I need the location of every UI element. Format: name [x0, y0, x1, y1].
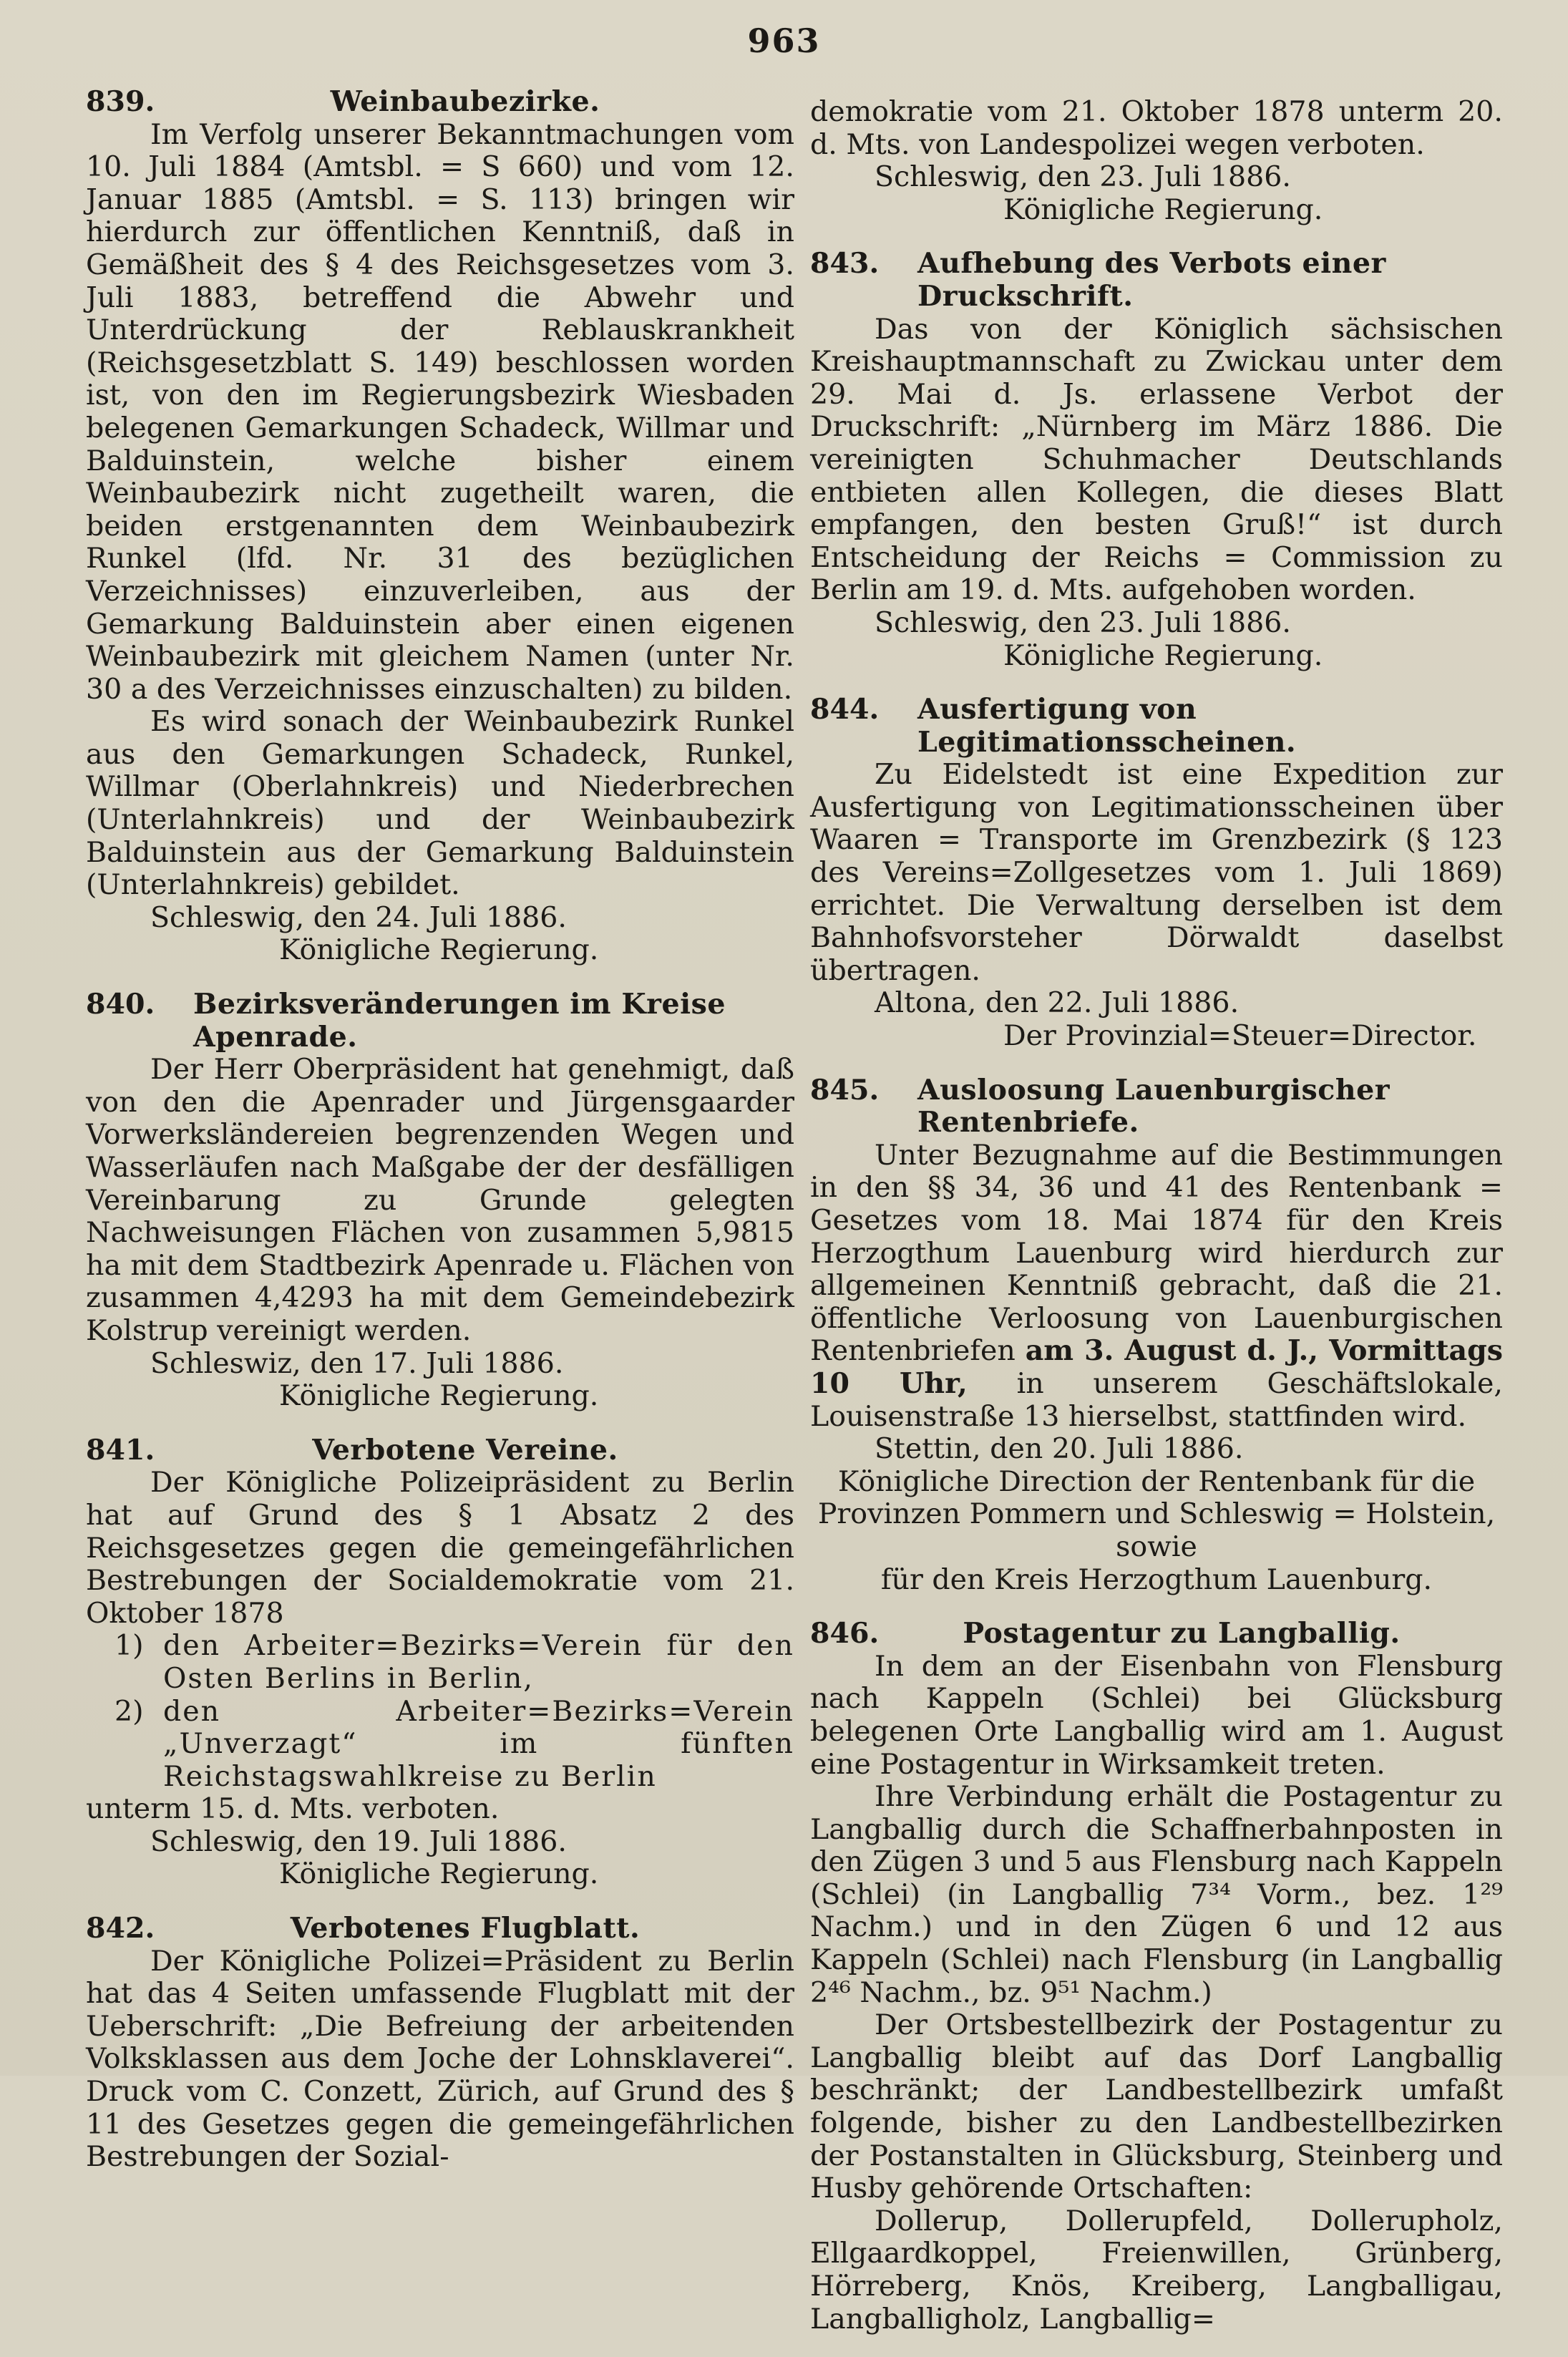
authority: Königliche Regierung.	[1003, 193, 1323, 226]
article-heading	[86, 1913, 794, 1945]
paragraph: Es wird sonach der Weinbaubezirk Runkel aus den Gemarkungen Schadeck, Runkel, Willmar (Oberlahnkreis) und Niederbrechen (Unterlahnkreis) und der Weinbaubezirk Balduinstein aus der Gemarkung Balduinstein (Unterlahnkreis) gebildet.	[86, 705, 794, 902]
list-item-text: den Arbeiter=Bezirks=Verein „Unverzagt“ im fünften Reichstagswahlkreise zu Berlin	[163, 1694, 794, 1793]
article-heading	[86, 1434, 794, 1467]
article-842-continued	[810, 96, 1503, 226]
article-number: 845.	[810, 1073, 880, 1107]
article-heading	[86, 988, 794, 1054]
article-842	[86, 1913, 794, 2174]
place-date: Schleswig, den 24. Juli 1886.	[150, 900, 567, 934]
place-date: Schleswig, den 19. Juli 1886.	[150, 1824, 567, 1858]
paragraph: Der Königliche Polizei=Präsident zu Berlin hat das 4 Seiten umfassende Flugblatt mit der Ueberschrift: „Die Befreiung der arbeitenden Volksklassen aus dem Joche der Lohnsklaverei“. Druck vom C. Conzett, Zürich, auf Grund des § 11 des Gesetzes gegen die gemeingefährlichen Bestrebungen der Sozial-	[86, 1944, 794, 2174]
article-heading	[810, 694, 1503, 759]
paragraph-continuation: demokratie vom 21. Oktober 1878 unterm 20. d. Mts. von Landespolizei wegen verboten.	[810, 95, 1503, 161]
article-839	[86, 86, 794, 967]
paragraph: Das von der Königlich sächsischen Kreishauptmannschaft zu Zwickau unter dem 29. Mai d. Js. erlassene Verbot der Druckschrift: „Nürnberg im März 1886. Die vereinigten Schuhmacher Deutschlands entbieten allen Kollegen, die dieses Blatt empfangen, den besten Gruß!“ ist durch Entscheidung der Reichs = Commission zu Berlin am 19. d. Mts. aufgehoben worden.	[810, 312, 1503, 607]
list-item	[115, 1630, 794, 1695]
list-item-text: den Arbeiter=Bezirks=Verein für den Osten Berlins in Berlin,	[163, 1629, 794, 1695]
left-column	[86, 86, 794, 2195]
authority-line: Provinzen Pommern und Schleswig = Holstein, sowie	[817, 1497, 1496, 1563]
place-date: Altona, den 22. Juli 1886.	[875, 986, 1240, 1020]
authority: Königliche Regierung.	[279, 933, 599, 967]
paragraph: Ihre Verbindung erhält die Postagentur zu Langballig durch die Schaffnerbahnposten in den Zügen 3 und 5 aus Flensburg nach Kappeln (Schlei) (in Langballig 7³⁴ Vorm., bez. 1²⁹ Nachm.) und in den Zügen 6 und 12 aus Kappeln (Schlei) nach Flensburg (in Langballig 2⁴⁶ Nachm., bz. 9⁵¹ Nachm.)	[810, 1780, 1503, 2009]
paragraph-text: Unter Bezugnahme auf die Bestimmungen in den §§ 34, 36 und 41 des Rentenbank = Gesetzes vom 18. Mai 1874 für den Kreis Herzogthum Lauenburg wird hierdurch zur allgemeinen Kenntniß gebracht, daß die 21. öffentliche Verloosung von Lauenburgischen Rentenbriefen	[810, 1138, 1503, 1368]
article-number: 841.	[86, 1433, 155, 1467]
article-title: Ausfertigung von Legitimationsscheinen.	[917, 693, 1297, 759]
authority-line: für den Kreis Herzogthum Lauenburg.	[880, 1563, 1433, 1596]
paragraph: Der Königliche Polizeipräsident zu Berlin hat auf Grund des § 1 Absatz 2 des Reichsgesetzes gegen die gemeingefährlichen Bestrebungen der Socialdemokratie vom 21. Oktober 1878	[86, 1466, 794, 1630]
article-number: 846.	[810, 1617, 880, 1651]
authority: Königliche Regierung.	[279, 1857, 599, 1891]
paragraph	[810, 1139, 1503, 1433]
list-item-number: 1)	[115, 1629, 144, 1663]
article-heading	[86, 86, 794, 119]
article-846	[810, 1618, 1503, 2336]
auction-date-bold: am 3. August d. J., Vormittags 10 Uhr,	[810, 1334, 1503, 1400]
page-number: 963	[747, 21, 821, 60]
article-heading	[810, 1618, 1503, 1651]
paragraph: Zu Eidelstedt ist eine Expedition zur Ausfertigung von Legitimationsscheinen über Waaren = Transporte im Grenzbezirk (§ 123 des Vereins=Zollgesetzes vom 1. Juli 1869) errichtet. Die Verwaltung derselben ist dem Bahnhofsvorsteher Dörwaldt daselbst übertragen.	[810, 758, 1503, 987]
article-840	[86, 988, 794, 1413]
article-title: Ausloosung Lauenburgischer Rentenbriefe.	[917, 1073, 1391, 1139]
authority-line: Königliche Direction der Rentenbank für die	[837, 1464, 1476, 1498]
place-date: Schleswig, den 23. Juli 1886.	[875, 160, 1291, 194]
article-title: Verbotene Vereine.	[312, 1433, 618, 1467]
list-item-number: 2)	[115, 1694, 144, 1728]
authority: Königliche Regierung.	[1003, 638, 1323, 672]
ban-list	[86, 1630, 794, 1793]
article-845	[810, 1074, 1503, 1597]
closing-line: unterm 15. d. Mts. verboten.	[86, 1792, 500, 1826]
place-date: Stettin, den 20. Juli 1886.	[875, 1432, 1244, 1466]
authority: Königliche Regierung.	[279, 1379, 599, 1413]
article-843	[810, 248, 1503, 672]
paragraph: Dollerup, Dollerupfeld, Dollerupholz, Ellgaardkoppel, Freienwillen, Grünberg, Hörreberg, Knös, Kreiberg, Langballigau, Langballigholz, Langballig=	[810, 2204, 1503, 2336]
article-844	[810, 694, 1503, 1053]
paragraph: Im Verfolg unserer Bekanntmachungen vom 10. Juli 1884 (Amtsbl. = S 660) und vom 12. Januar 1885 (Amtsbl. = S. 113) bringen wir hierdurch zur öffentlichen Kenntniß, daß in Gemäßheit des § 4 des Reichsgesetzes vom 3. Juli 1883, betreffend die Abwehr und Unterdrückung der Reblauskrankheit (Reichsgesetzblatt S. 149) beschlossen worden ist, von den im Regierungsbezirk Wiesbaden belegenen Gemarkungen Schadeck, Willmar und Balduinstein, welche bisher einem Weinbaubezirk nicht zugetheilt waren, die beiden erstgenannten dem Weinbaubezirk Runkel (lfd. Nr. 31 des bezüglichen Verzeichnisses) einzuverleiben, aus der Gemarkung Balduinstein aber einen eigenen Weinbaubezirk mit gleichem Namen (unter Nr. 30 a des Verzeichnisses einzuschalten) zu bilden.	[86, 117, 794, 706]
article-number: 844.	[810, 693, 880, 726]
article-number: 840.	[86, 988, 155, 1021]
article-number: 842.	[86, 1912, 155, 1945]
article-heading	[810, 1074, 1503, 1139]
paragraph: In dem an der Eisenbahn von Flensburg nach Kappeln (Schlei) bei Glücksburg belegenen Orte Langballig wird am 1. August eine Postagentur in Wirksamkeit treten.	[810, 1649, 1503, 1781]
right-column	[810, 96, 1503, 2357]
article-title: Postagentur zu Langballig.	[963, 1617, 1401, 1651]
paragraph-text: in unserem Geschäftslokale, Louisenstraße 13 hierselbst, stattfinden wird.	[810, 1366, 1503, 1433]
article-heading	[810, 248, 1503, 313]
article-number: 843.	[810, 247, 880, 281]
place-date: Schleswig, den 23. Juli 1886.	[875, 606, 1291, 639]
place-date: Schleswiz, den 17. Juli 1886.	[150, 1346, 564, 1380]
article-number: 839.	[86, 85, 155, 118]
article-title: Aufhebung des Verbots einer Druckschrift.	[917, 247, 1386, 313]
paragraph: Der Ortsbestellbezirk der Postagentur zu Langballig bleibt auf das Dorf Langballig beschränkt; der Landbestellbezirk umfaßt folgende, bisher zu den Landbestellbezirken der Postanstalten in Glücksburg, Steinberg und Husby gehörende Ortschaften:	[810, 2008, 1503, 2205]
list-item	[115, 1696, 794, 1794]
article-title: Verbotenes Flugblatt.	[290, 1912, 641, 1945]
article-title: Bezirksveränderungen im Kreise Apenrade.	[193, 988, 726, 1054]
authority: Der Provinzial=Steuer=Director.	[1003, 1019, 1477, 1053]
article-title: Weinbaubezirke.	[330, 85, 600, 118]
article-841	[86, 1434, 794, 1891]
paragraph: Der Herr Oberpräsident hat genehmigt, daß von den die Apenrader und Jürgensgaarder Vorwerksländereien begrenzenden Wegen und Wasserläufen nach Maßgabe der der desfälligen Vereinbarung zu Grunde gelegten Nachweisungen Flächen von zusammen 5,9815 ha mit dem Stadtbezirk Apenrade u. Flächen von zusammen 4,4293 ha mit dem Gemeindebezirk Kolstrup vereinigt werden.	[86, 1053, 794, 1347]
